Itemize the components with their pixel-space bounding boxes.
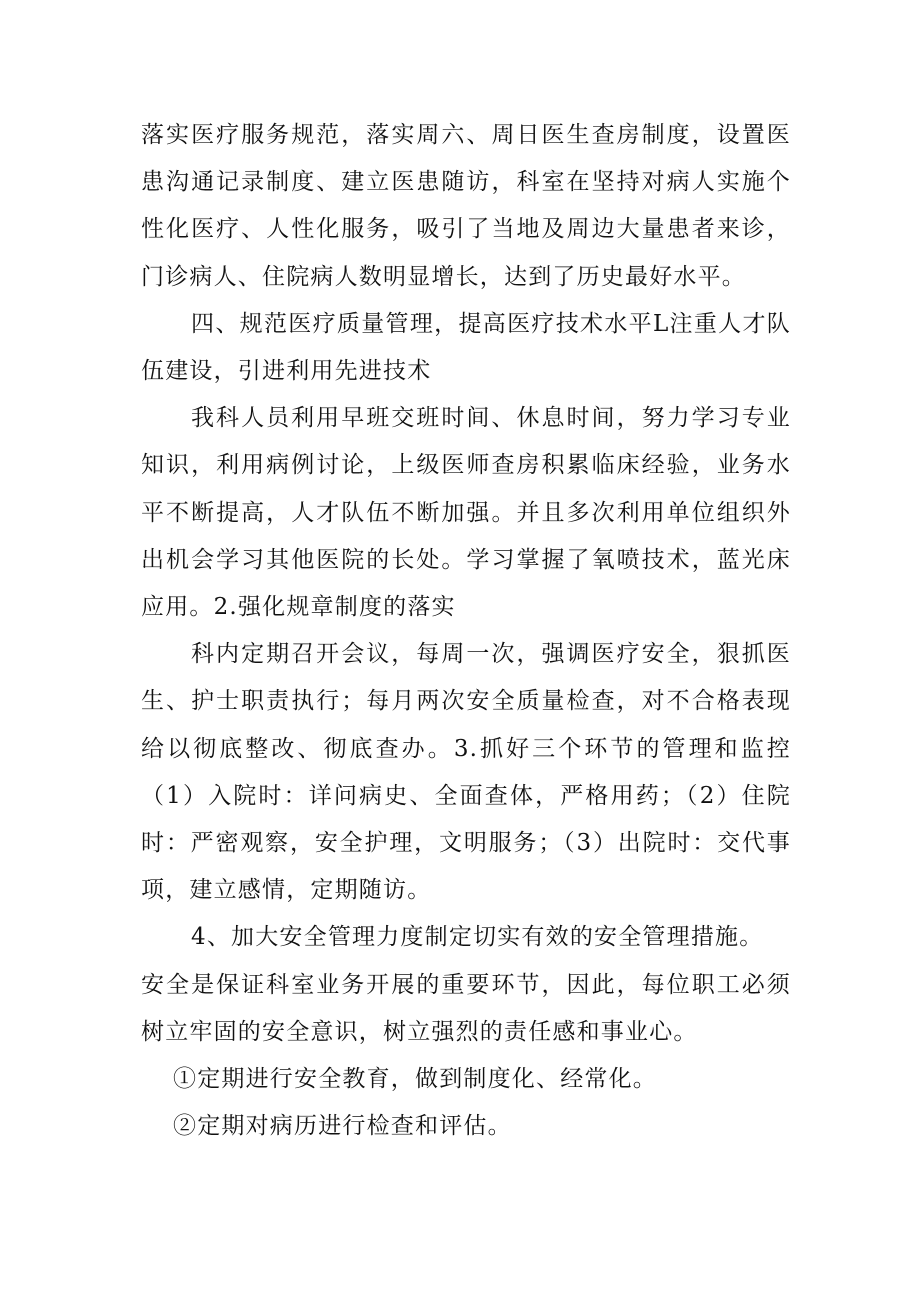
paragraph-7: ①定期进行安全教育，做到制度化、经常化。 (173, 1066, 657, 1093)
paragraph-8: ②定期对病历进行检查和评估。 (173, 1113, 512, 1140)
paragraph-4: 科内定期召开会议，每周一次，强调医疗安全，狠抓医生、护士职责执行；每月两次安全质量检查，对不合格表现给以彻底整改、彻底查办。3.抓好三个环节的管理和监控（1）入院时：详问病史、全面查体，严格用药；（2）住院时：严密观察，安全护理，文明服务；（3）出院时：交代事项，建立感情，定期随访。 (141, 641, 791, 904)
paragraph-3: 我科人员利用早班交班时间、休息时间，努力学习专业知识，利用病例讨论，上级医师查房积累临床经验，业务水平不断提高，人才队伍不断加强。并且多次利用单位组织外出机会学习其他医院的长处。学习掌握了氧喷技术，蓝光床应用。2.强化规章制度的落实 (141, 405, 791, 621)
paragraph-2: 四、规范医疗质量管理，提高医疗技术水平L注重人才队伍建设，引进利用先进技术 (141, 310, 791, 385)
paragraph-1: 落实医疗服务规范，落实周六、周日医生查房制度，设置医患沟通记录制度、建立医患随访，科室在坚持对病人实施个性化医疗、人性化服务，吸引了当地及周边大量患者来诊，门诊病人、住院病人数明显增长，达到了历史最好水平。 (141, 122, 791, 290)
document-body (141, 112, 791, 1150)
paragraph-5: 4、加大安全管理力度制定切实有效的安全管理措施。 (191, 924, 764, 951)
paragraph-6: 安全是保证科室业务开展的重要环节，因此，每位职工必须树立牢固的安全意识，树立强烈的责任感和事业心。 (141, 971, 791, 1045)
